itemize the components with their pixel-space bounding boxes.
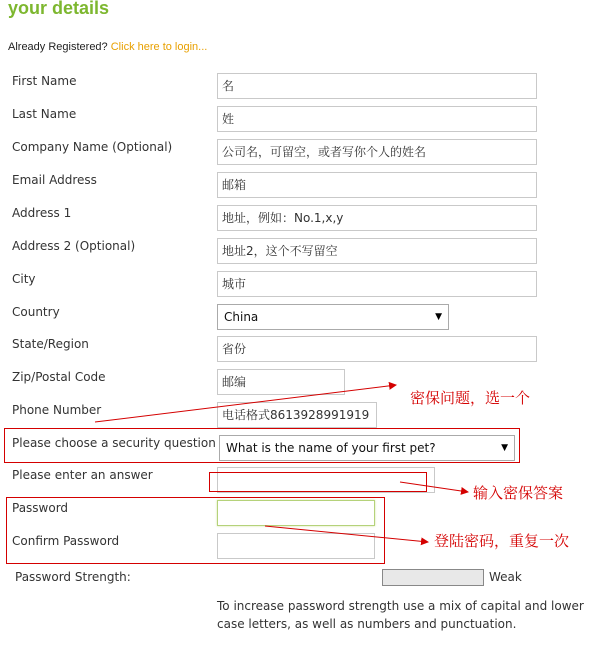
phone-input[interactable]: 电话格式8613928991919 — [217, 402, 377, 428]
last-name-label: Last Name — [12, 107, 77, 121]
security-question-label: Please choose a security question — [12, 436, 216, 450]
zip-label: Zip/Postal Code — [12, 370, 106, 384]
security-annotation: 密保问题，选一个 — [410, 389, 531, 407]
first-name-label: First Name — [12, 74, 77, 88]
state-label: State/Region — [12, 337, 89, 351]
dropdown-arrow-icon: ▼ — [435, 312, 442, 322]
confirm-password-label: Confirm Password — [12, 534, 120, 548]
state-input[interactable]: 省份 — [217, 336, 537, 362]
password-annotation: 登陆密码，重复一次 — [434, 532, 570, 550]
first-name-input[interactable]: 名 — [217, 73, 537, 99]
city-input[interactable]: 城市 — [217, 271, 537, 297]
email-label: Email Address — [12, 173, 97, 187]
address2-input[interactable]: 地址2，这个不写留空 — [217, 238, 537, 264]
address2-label: Address 2 (Optional) — [12, 239, 136, 253]
city-label: City — [12, 272, 36, 286]
security-arrow — [95, 385, 396, 422]
already-registered-text: Already Registered? — [8, 41, 108, 53]
answer-label: Please enter an answer — [12, 468, 153, 482]
login-link[interactable]: Click here to login... — [110, 41, 208, 53]
email-input[interactable]: 邮箱 — [217, 172, 537, 198]
country-select-value: China — [224, 310, 259, 324]
password-strength-meter — [382, 569, 484, 586]
password-hint: To increase password strength use a mix of capital and lower case letters, as well as numbers and punctuation. — [217, 599, 584, 631]
address1-input[interactable]: 地址，例如：No.1,x,y — [217, 205, 537, 231]
zip-input[interactable]: 邮编 — [217, 369, 345, 395]
password-strength-label: Password Strength: — [15, 570, 131, 584]
company-name-input[interactable]: 公司名，可留空，或者写你个人的姓名 — [217, 139, 537, 165]
company-name-label: Company Name (Optional) — [12, 140, 173, 154]
security-question-value: What is the name of your first pet? — [226, 441, 436, 455]
answer-arrow — [400, 482, 468, 492]
page-heading: your details — [8, 0, 110, 18]
address1-label: Address 1 — [12, 206, 72, 220]
country-label: Country — [12, 305, 60, 319]
password-strength-value: Weak — [489, 570, 522, 584]
phone-label: Phone Number — [12, 403, 102, 417]
dropdown-arrow-icon: ▼ — [501, 443, 508, 453]
password-label: Password — [12, 501, 69, 515]
last-name-input[interactable]: 姓 — [217, 106, 537, 132]
answer-annotation: 输入密保答案 — [473, 484, 564, 502]
password-arrow — [265, 526, 428, 542]
